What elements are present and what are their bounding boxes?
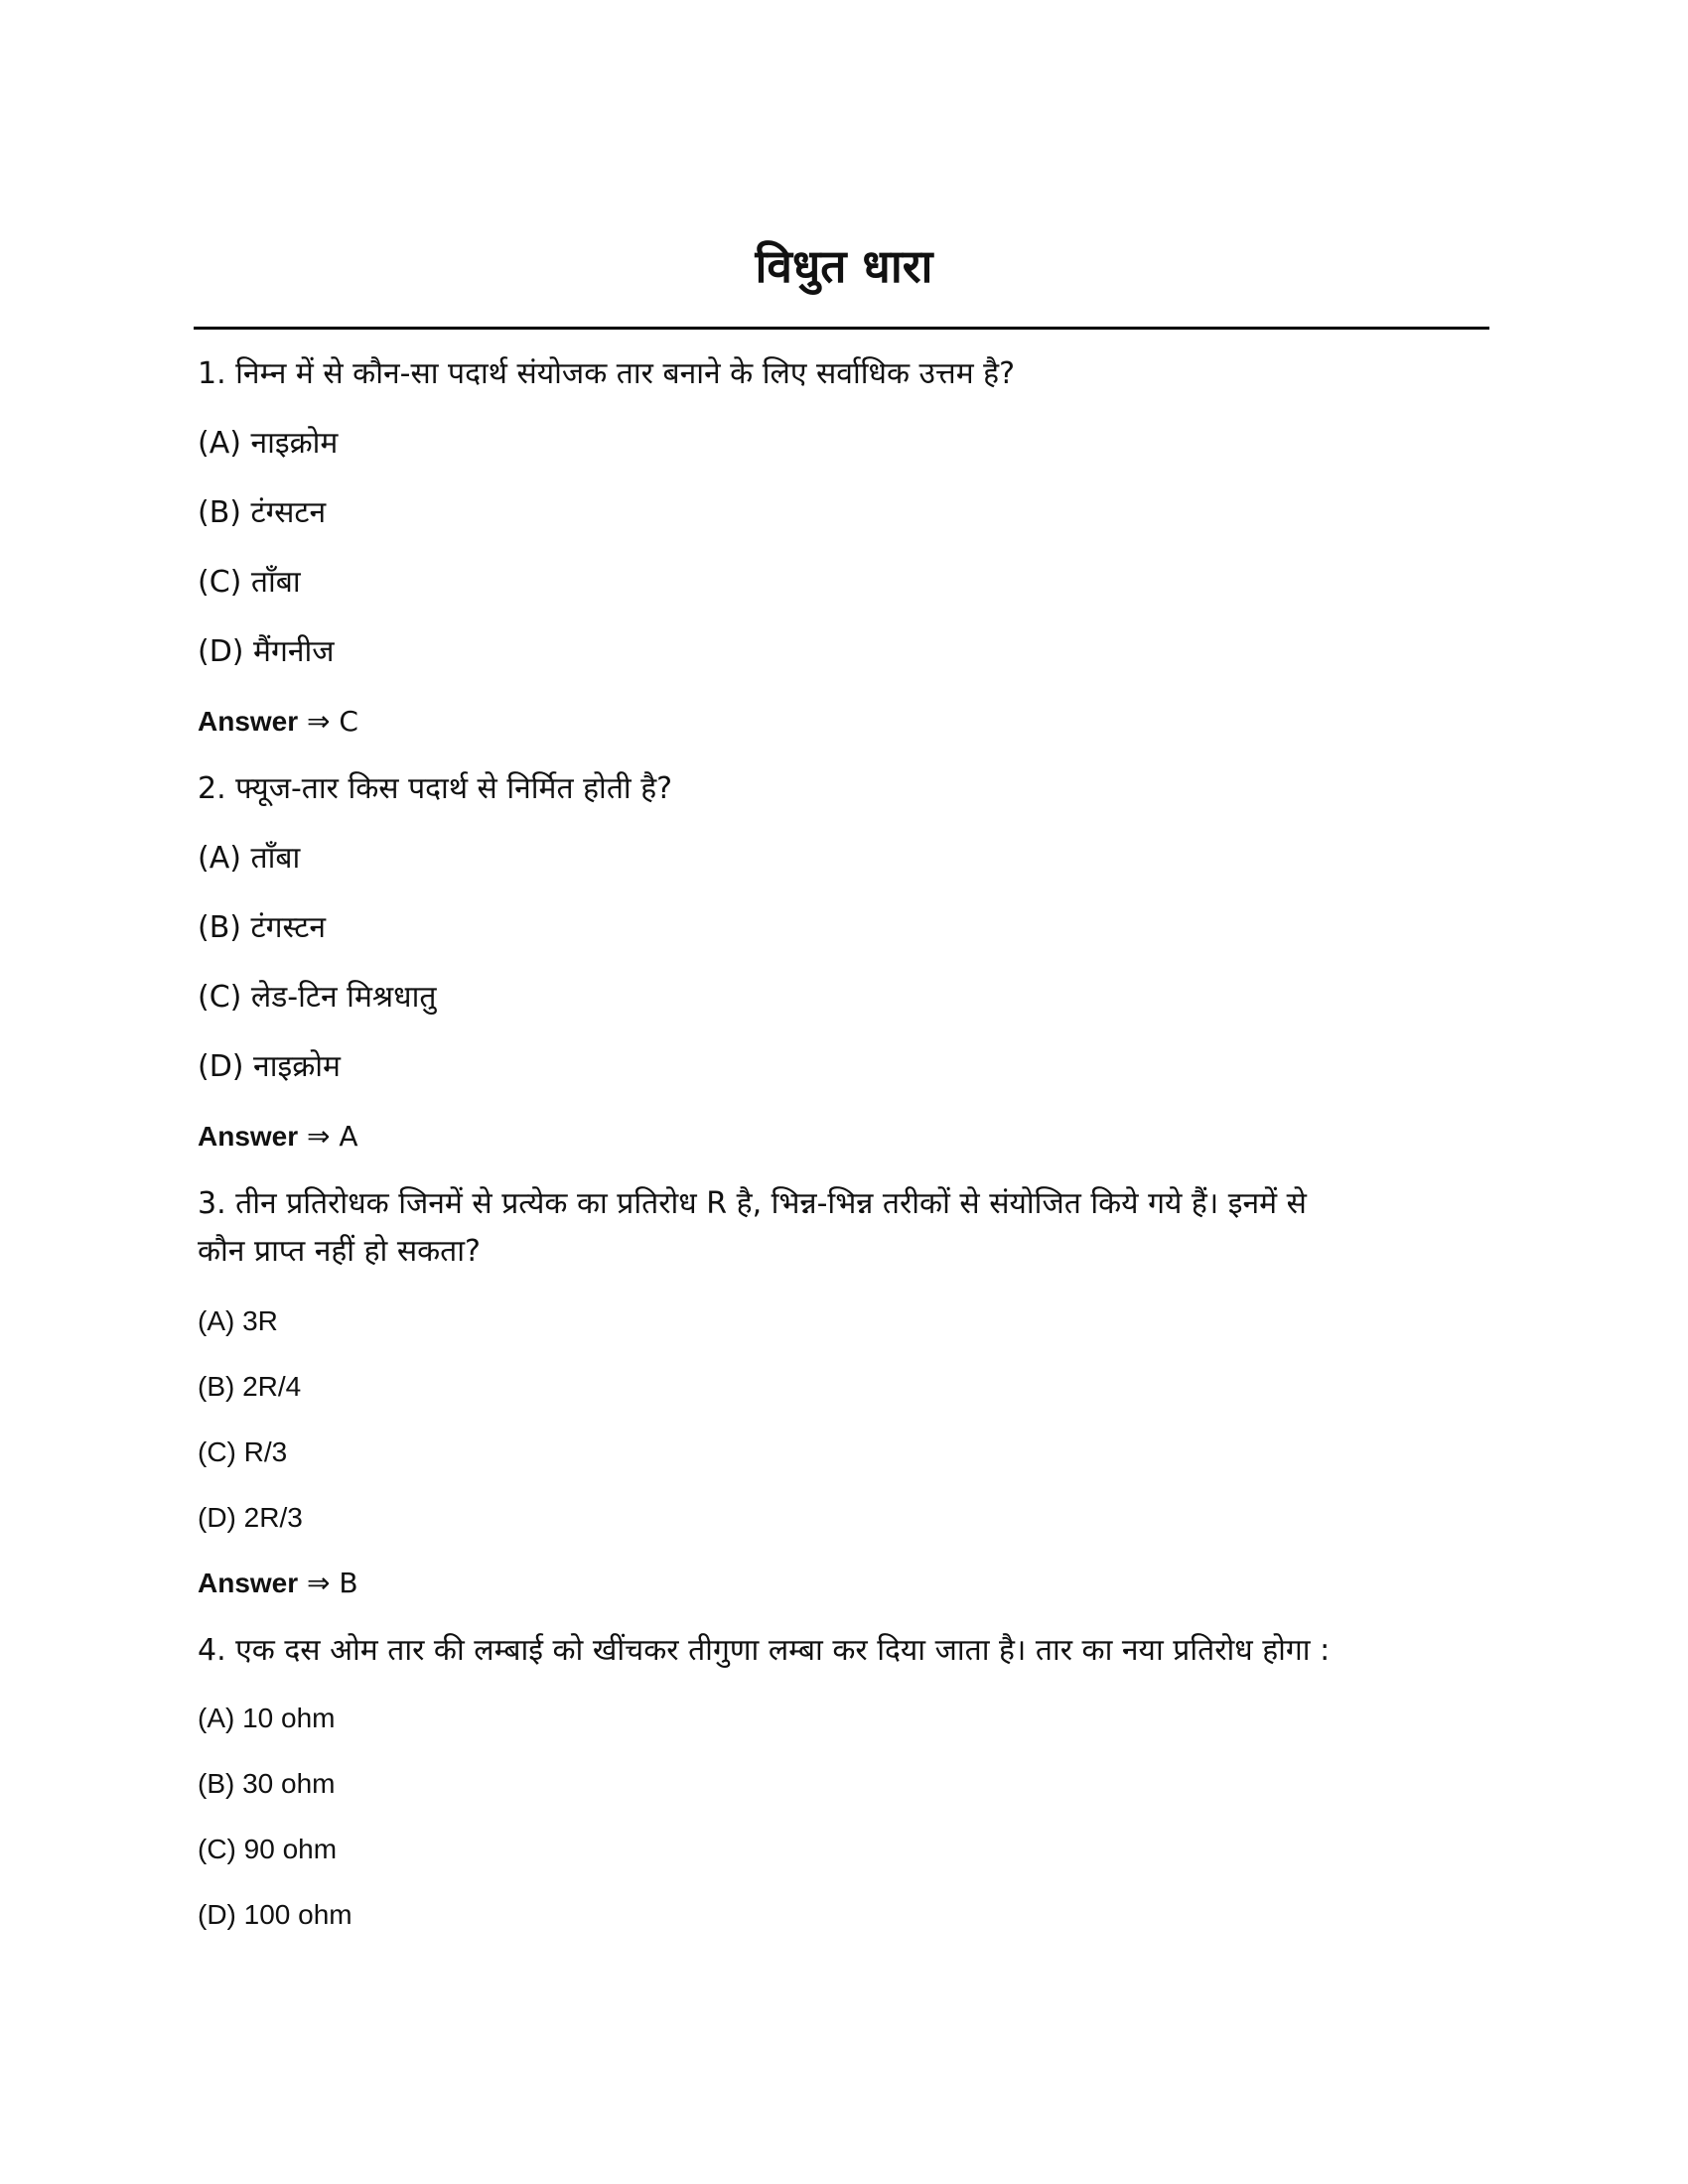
question-2-option-c: (C) लेड-टिन मिश्रधातु — [198, 980, 437, 1015]
question-2-text: 2. फ्यूज-तार किस पदार्थ से निर्मित होती है? — [198, 771, 673, 806]
question-3-answer-label: Answer — [198, 1568, 299, 1598]
question-3-answer — [198, 1559, 1488, 1608]
question-1-answer — [198, 697, 1488, 747]
question-3-option-c: (C) R/3 — [198, 1436, 288, 1467]
question-4-text: 4. एक दस ओम तार की लम्बाई को खींचकर तीगुणा लम्बा कर दिया जाता है। तार का नया प्रतिरोध होगा : — [198, 1633, 1331, 1668]
title-divider — [194, 327, 1489, 330]
question-1-answer-value: ⇒ C — [298, 705, 358, 738]
question-3-text-line-1: 3. तीन प्रतिरोधक जिनमें से प्रत्येक का प्रतिरोध R है, भिन्न-भिन्न तरीकों से संयोजित किये गये हैं। इनमें से — [198, 1186, 1307, 1221]
question-2-option-d: (D) नाइक्रोम — [198, 1049, 341, 1084]
question-4-option-b: (B) 30 ohm — [198, 1768, 336, 1799]
question-1-option-b: (B) टंग्सटन — [198, 495, 327, 530]
question-3-option-b: (B) 2R/4 — [198, 1371, 302, 1402]
question-1-text: 1. निम्न में से कौन-सा पदार्थ संयोजक तार बनाने के लिए सर्वाधिक उत्तम है? — [198, 356, 1016, 391]
question-2-answer-value: ⇒ A — [298, 1120, 358, 1153]
question-2-option-b: (B) टंगस्टन — [198, 910, 326, 945]
question-4-option-a: (A) 10 ohm — [198, 1703, 336, 1733]
question-1-option-d: (D) मैंगनीज — [198, 634, 335, 669]
question-3-option-a: (A) 3R — [198, 1305, 278, 1336]
question-1-answer-label: Answer — [198, 706, 299, 737]
question-3-answer-value: ⇒ B — [298, 1567, 358, 1599]
question-4-option-d: (D) 100 ohm — [198, 1899, 352, 1930]
question-3-text-line-2: कौन प्राप्त नहीं हो सकता? — [198, 1234, 481, 1269]
question-4-option-c: (C) 90 ohm — [198, 1834, 338, 1864]
page-title: विधुत धारा — [755, 239, 933, 293]
question-1-option-c: (C) ताँबा — [198, 565, 301, 600]
question-2-answer — [198, 1112, 1488, 1161]
question-2-answer-label: Answer — [198, 1121, 299, 1152]
question-3-option-d: (D) 2R/3 — [198, 1502, 303, 1533]
question-1-option-a: (A) नाइक्रोम — [198, 426, 339, 461]
question-2-option-a: (A) ताँबा — [198, 841, 301, 876]
